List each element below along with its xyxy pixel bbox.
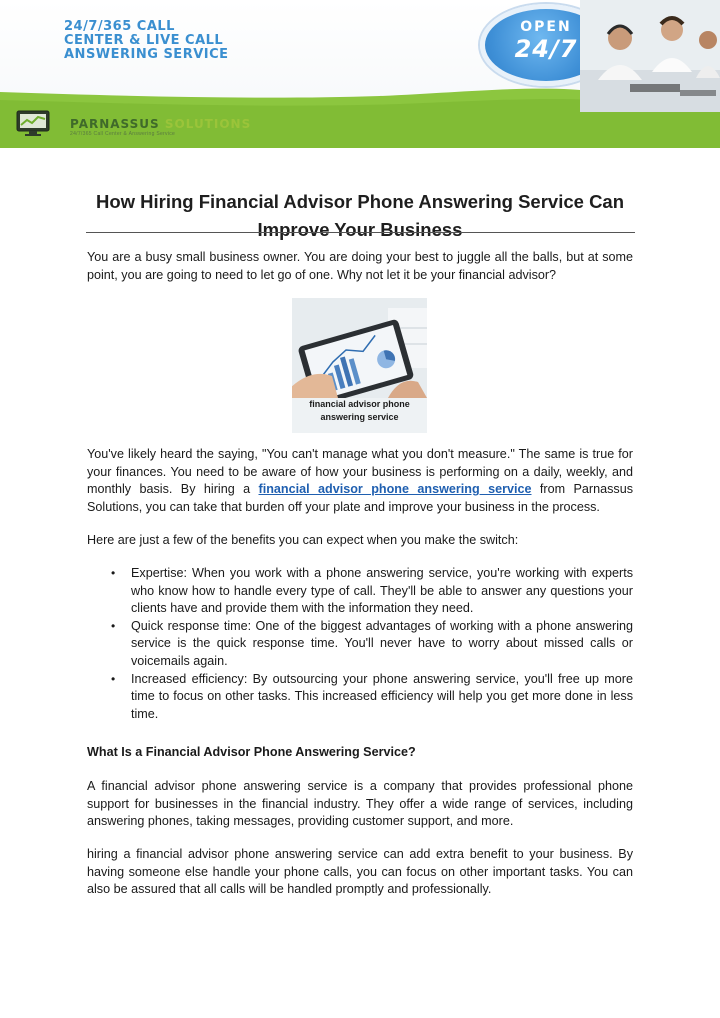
image-caption-line-1: financial advisor phone	[309, 399, 410, 409]
intro-paragraph: You are a busy small business owner. You are doing your best to juggle all the balls, but at some point, you are going to need to let go of one. Why not let it be your financial advisor?	[87, 250, 633, 282]
measure-paragraph-text-start: You've likely heard the saying, "You can't manage what you don't measure." The same is true for your finances. You need to be aware of how your business is performing on a daily, weekly, and monthly basis. By hiring a	[87, 447, 633, 497]
bullet-text-efficiency: Increased efficiency: By outsourcing your phone answering service, you'll free up more time to focus on other tasks. This increased efficiency will help you get more done in less time.	[131, 671, 633, 721]
measure-paragraph-text-end: from Parnassus Solutions, you can take that burden off your plate and improve your business in the process.	[87, 482, 633, 514]
list-item	[87, 618, 633, 671]
closing-paragraph: hiring a financial advisor phone answering service can add extra benefit to your business. By having someone else handle your phone calls, you can focus on other important tasks. You can also be assured that all calls will be handled promptly and professionally.	[87, 847, 633, 897]
definition-paragraph: A financial advisor phone answering service is a company that provides professional phone support for businesses in the financial industry. They offer a wide range of services, including answering phones, taking messages, providing customer support, and more.	[87, 779, 633, 829]
image-caption-line-2: answering service	[320, 412, 399, 422]
financial-advisor-service-link[interactable]: financial advisor phone answering service	[258, 482, 532, 497]
parnassus-logo-text	[70, 117, 251, 131]
article-title: How Hiring Financial Advisor Phone Answering Service Can Improve Your Business	[95, 191, 625, 241]
parnassus-logo-icon	[16, 110, 50, 136]
measure-paragraph	[87, 446, 633, 516]
banner-headline-line-2: CENTER & LIVE CALL	[64, 33, 224, 48]
list-item	[87, 671, 633, 724]
image-caption	[292, 398, 427, 424]
badge-open-label: OPEN	[520, 19, 572, 35]
title-divider	[86, 232, 635, 233]
tablet-chart-illustration	[292, 298, 427, 398]
benefits-intro: Here are just a few of the benefits you can expect when you make the switch:	[87, 533, 519, 547]
bullet-glyph: •	[111, 618, 116, 633]
benefits-list	[87, 565, 633, 723]
banner-headline-line-3: ANSWERING SERVICE	[64, 47, 229, 62]
bullet-glyph: •	[111, 566, 116, 580]
section-subheading: What Is a Financial Advisor Phone Answering Service?	[87, 745, 416, 759]
bullet-glyph: •	[111, 671, 116, 686]
header-banner	[0, 0, 720, 148]
badge-24-7-label: 24/7	[514, 35, 578, 63]
bullet-text-quick-response: Quick response time: One of the biggest advantages of working with a phone answering service is the quick response time. You'll never have to worry about missed calls or voicemails again.	[131, 618, 633, 668]
list-item	[87, 565, 633, 618]
logo-name-secondary: SOLUTIONS	[164, 117, 252, 131]
bullet-text-expertise: Expertise: When you work with a phone answering service, you're working with experts who know how to handle every type of call. They'll be able to answer any questions your clients have and provide them with the information they need.	[131, 566, 633, 616]
call-center-agents-image	[580, 0, 720, 112]
financial-advisor-image	[292, 298, 427, 433]
banner-headline-line-1: 24/7/365 CALL	[64, 19, 175, 34]
logo-name-primary: PARNASSUS	[70, 117, 160, 131]
logo-tagline: 24/7/365 Call Center & Answering Service	[70, 131, 176, 137]
